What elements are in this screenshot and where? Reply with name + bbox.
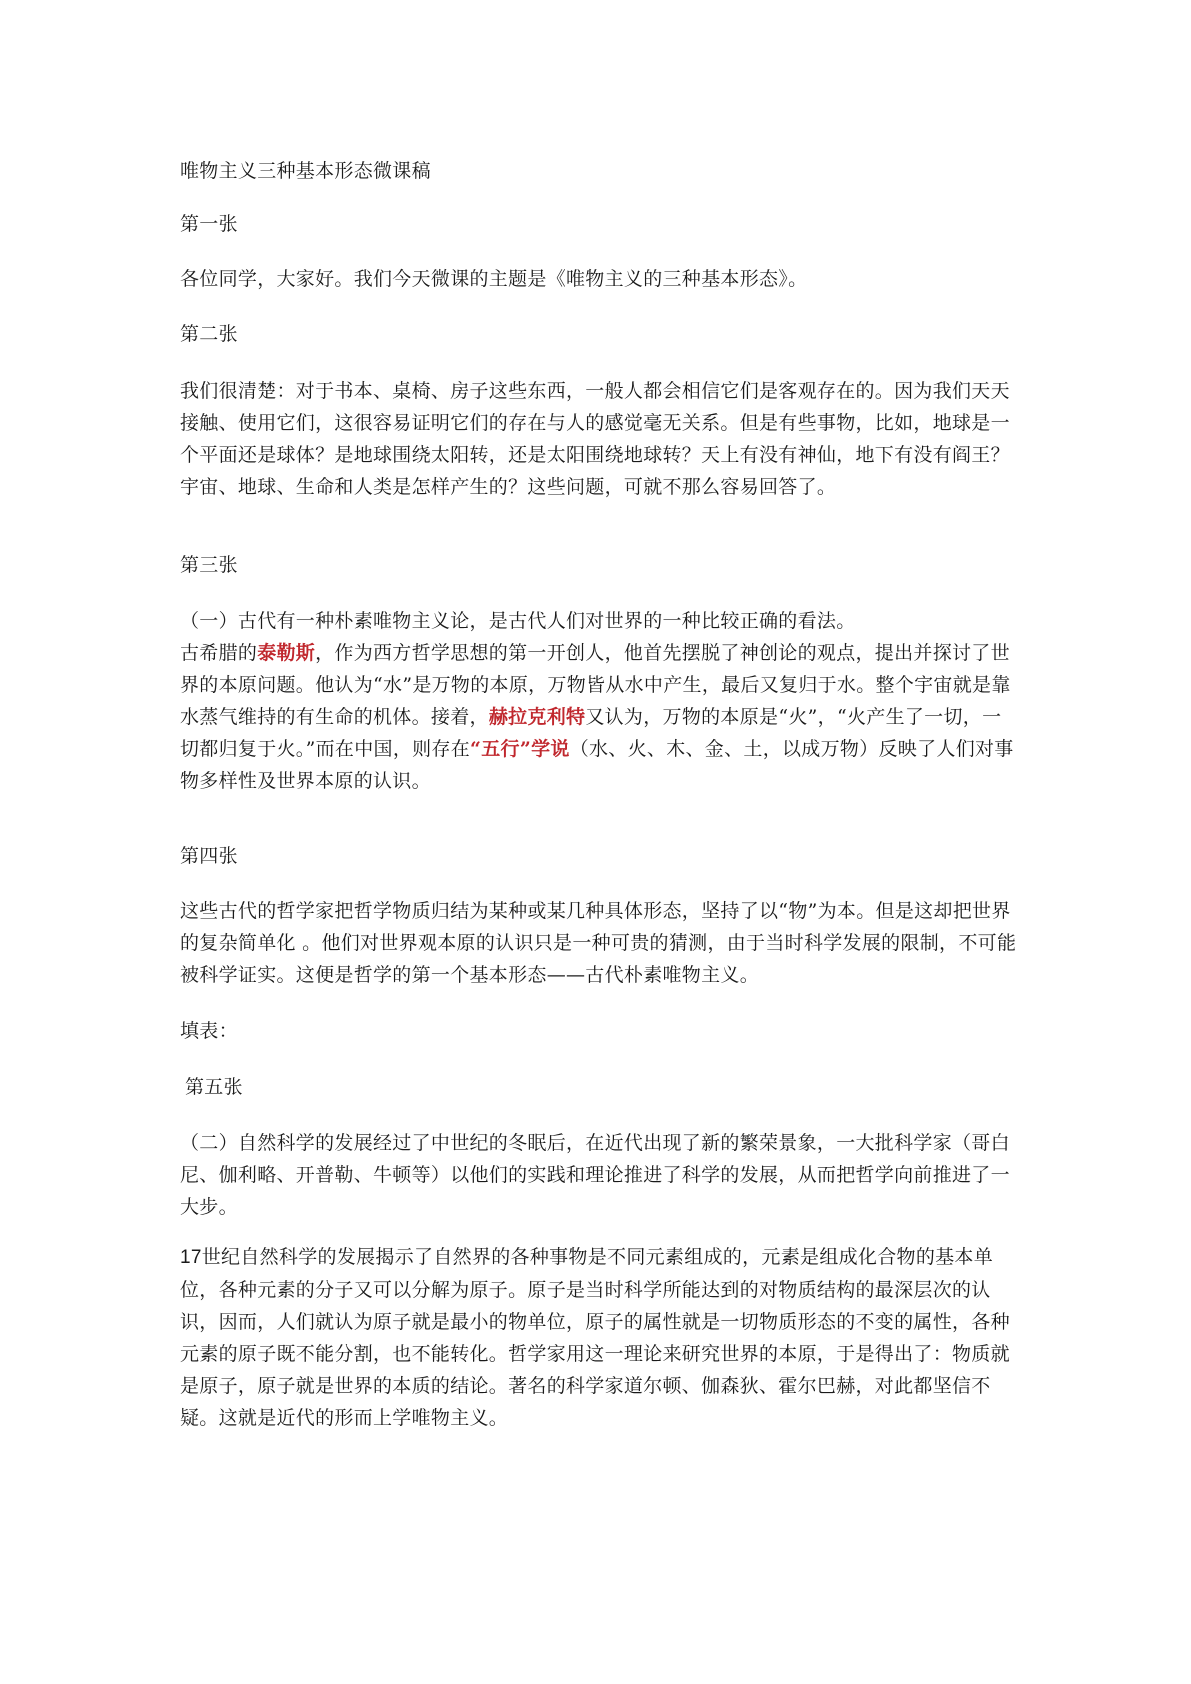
slide-3-seg-3: 又认为，万物的本原是“火”，“火产生了一切，一切都归复于火。”而在中国，则存在 <box>180 706 1002 760</box>
slide-3-heading: 第三张 <box>180 554 238 576</box>
slide-4-text: 这些古代的哲学家把哲学物质归结为某种或某几种具体形态，坚持了以“物”为本。但是这却把世界的复杂简单化 。他们对世界观本原的认识只是一种可贵的猜测，由于当时科学发展的限制，不可能被科学证实。这便是哲学的第一个基本形态——古代朴素唯物主义。 <box>180 900 1017 986</box>
highlight-thales: 泰勒斯 <box>257 642 316 664</box>
slide-5-heading: 第五张 <box>185 1076 243 1098</box>
slide-5-text-1: （二）自然科学的发展经过了中世纪的冬眠后，在近代出现了新的繁荣景象，一大批科学家（哥白尼、伽利略、开普勒、牛顿等）以他们的实践和理论推进了科学的发展，从而把哲学向前推进了一大步。 <box>180 1132 1010 1218</box>
slide-3-seg-2: ，作为西方哲学思想的第一开创人，他首先摆脱了神创论的观点，提出并探讨了世界的本原问题。他认为“水”是万物的本原，万物皆从水中产生，最后又复归于水。整个宇宙就是靠水蒸气维持的有生命的机体。接着， <box>180 642 1011 728</box>
slide-3-text <box>180 637 1020 797</box>
slide-4-heading: 第四张 <box>180 845 238 867</box>
fill-table-label: 填表： <box>180 1020 238 1042</box>
slide-5-text-2 <box>180 1241 1020 1434</box>
slide-3-intro: （一）古代有一种朴素唯物主义论，是古代人们对世界的一种比较正确的看法。 <box>180 610 856 632</box>
slide-2-heading: 第二张 <box>180 323 238 345</box>
highlight-heraclitus: 赫拉克利特 <box>488 706 586 728</box>
slide-1-text: 各位同学，大家好。我们今天微课的主题是《唯物主义的三种基本形态》。 <box>180 268 808 290</box>
century-number: 17 <box>180 1247 202 1268</box>
slide-3-seg-4: （水、火、木、金、土，以成万物）反映了人们对事物多样性及世界本原的认识。 <box>180 738 1014 792</box>
document-title: 唯物主义三种基本形态微课稿 <box>180 160 431 182</box>
slide-3-seg-1: 古希腊的 <box>180 642 258 664</box>
slide-1-heading: 第一张 <box>180 213 238 235</box>
slide-2-text: 我们很清楚：对于书本、桌椅、房子这些东西，一般人都会相信它们是客观存在的。因为我们天天接触、使用它们，这很容易证明它们的存在与人的感觉毫无关系。但是有些事物，比如，地球是一个平面还是球体？是地球围绕太阳转，还是太阳围绕地球转？天上有没有神仙，地下有没有阎王？宇宙、地球、生命和人类是怎样产生的？这些问题，可就不那么容易回答了。 <box>180 380 1010 498</box>
slide-5-text-2-body: 世纪自然科学的发展揭示了自然界的各种事物是不同元素组成的，元素是组成化合物的基本单位，各种元素的分子又可以分解为原子。原子是当时科学所能达到的对物质结构的最深层次的认识，因而，人们就认为原子就是最小的物单位，原子的属性就是一切物质形态的不变的属性，各种元素的原子既不能分割，也不能转化。哲学家用这一理论来研究世界的本原，于是得出了：物质就是原子，原子就是世界的本质的结论。著名的科学家道尔顿、伽森狄、霍尔巴赫，对此都坚信不疑。这就是近代的形而上学唯物主义。 <box>180 1246 1010 1429</box>
highlight-five-elements: “五行”学说 <box>470 738 570 760</box>
